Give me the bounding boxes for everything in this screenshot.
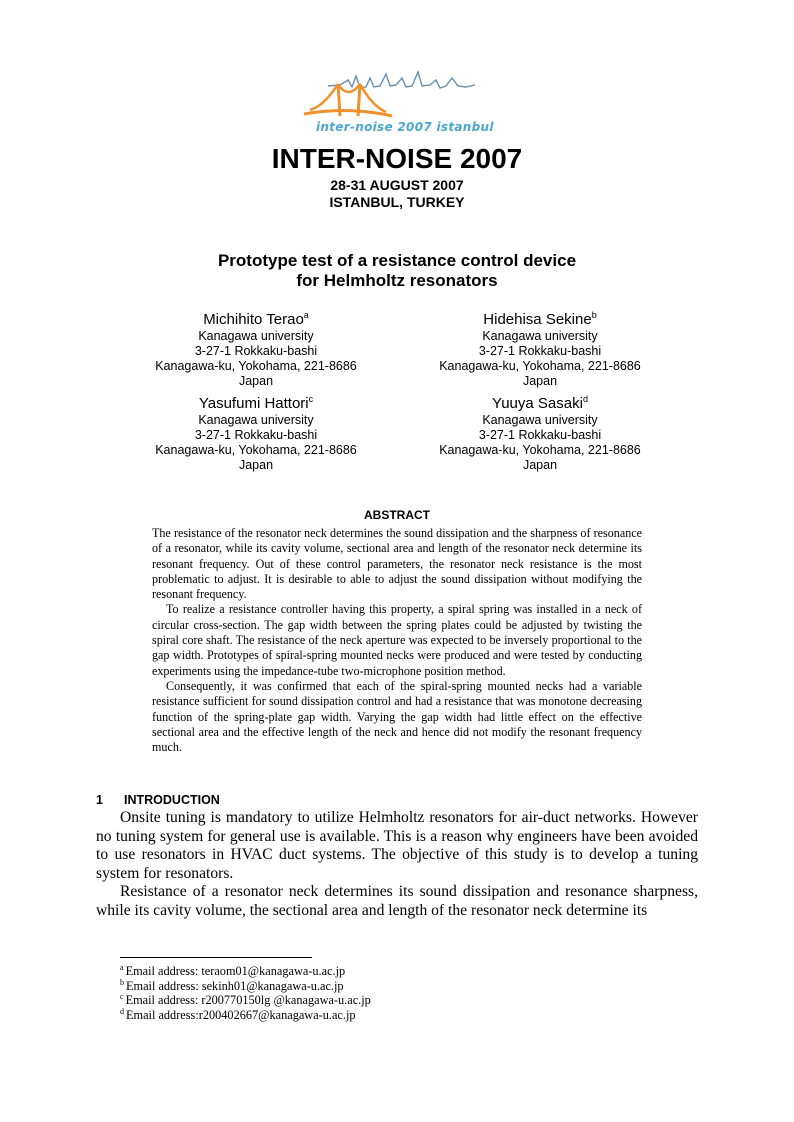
author-affiliation: Kanagawa university [482, 329, 598, 343]
author-block-1 [126, 310, 386, 389]
footnotes [120, 964, 620, 1022]
body-paragraph: Resistance of a resonator neck determines its sound dissipation and resonance sharpness, while its cavity volume, the sectional area and length of the resonator neck determine its [96, 883, 698, 919]
author-country: Japan [522, 458, 558, 472]
section-heading [96, 793, 220, 807]
author-name: Michihito Terao$^a$ [203, 310, 309, 328]
author-city: Kanagawa-ku, Yokohama, 221-8686 [155, 359, 357, 373]
body-paragraph: Onsite tuning is mandatory to utilize Helmholtz resonators for air-duct networks. However no tuning system for general use is available. This is a reason why engineers have been avoided to use resonators in HVAC duct systems. The objective of this study is to develop a tuning system for resonators. [96, 809, 698, 882]
footnote: $^d$ Email address:r200402667@kanagawa-u.ac.jp [120, 1006, 356, 1022]
conference-dates: 28-31 AUGUST 2007 [330, 177, 464, 193]
abstract-heading: ABSTRACT [364, 508, 430, 522]
abstract-paragraph: To realize a resistance controller having this property, a spiral spring was installed in a neck of circular cross-section. The gap width between the spring plates could be adjusted by twisting the spiral core shaft. The resistance of the neck aperture was expected to be inversely proportional to the gap width. Prototypes of spiral-spring mounted necks were produced and were tested by conducting experiments using the impedance-tube two-microphone position method. [152, 602, 642, 678]
footnote-mark: a [120, 962, 124, 972]
author-street: 3-27-1 Rokkaku-bashi [478, 344, 602, 358]
footnote: $^c$ Email address: r200770150lg @kanagawa-u.ac.jp [120, 992, 371, 1008]
conference-place: ISTANBUL, TURKEY [329, 194, 465, 210]
abstract-body [152, 526, 642, 755]
author-city: Kanagawa-ku, Yokohama, 221-8686 [155, 443, 357, 457]
conference-logo [300, 66, 494, 138]
author-street: 3-27-1 Rokkaku-bashi [478, 428, 602, 442]
logo-caption: inter-noise 2007 istanbul [316, 120, 494, 134]
author-name: Yasufumi Hattori$^c$ [198, 394, 314, 412]
abstract-paragraph: The resistance of the resonator neck determines the sound dissipation and the sharpness of resonance of a resonator, while its cavity volume, sectional area and length of the resonator neck determine its resonant frequency. Out of these control parameters, the resonator neck resistance is the most problematic to adjust. It is desirable to able to adjust the sound dissipation without modifying the resonant frequency. [152, 526, 642, 602]
author-block-4 [410, 394, 670, 473]
footnote-mark: c [120, 992, 124, 1002]
bridge-logo-icon [300, 66, 490, 126]
section-body [96, 809, 698, 921]
author-name: Yuuya Sasaki$^d$ [492, 394, 588, 412]
footnote: $^b$ Email address: sekinh01@kanagawa-u.ac.jp [120, 977, 344, 993]
author-footnote-mark: d [582, 394, 588, 404]
section-title: INTRODUCTION [124, 793, 220, 807]
paper-title-line-1: Prototype test of a resistance control device [217, 251, 577, 270]
author-footnote-mark: b [591, 310, 597, 320]
footnote-mark: b [120, 977, 124, 987]
footnote-divider [120, 957, 312, 958]
author-street: 3-27-1 Rokkaku-bashi [194, 344, 318, 358]
author-city: Kanagawa-ku, Yokohama, 221-8686 [439, 443, 641, 457]
author-country: Japan [238, 458, 274, 472]
paper-title-line-2: for Helmholtz resonators [296, 271, 498, 290]
author-block-2 [410, 310, 670, 389]
footnote: $^a$ Email address: teraom01@kanagawa-u.ac.jp [120, 962, 346, 978]
author-affiliation: Kanagawa university [198, 413, 314, 427]
paper-title [0, 251, 794, 291]
author-country: Japan [522, 374, 558, 388]
abstract-paragraph: Consequently, it was confirmed that each of the spiral-spring mounted necks had a variable resistance sufficient for sound dissipation control and had a resistance that was monotone decreasing function of the spring-plate gap width. Varying the gap width had little effect on the effective sectional area and the effective length of the neck and hence did not modify the resonant frequency much. [152, 678, 642, 755]
section-number: 1 [96, 793, 103, 807]
author-block-3 [126, 394, 386, 473]
author-affiliation: Kanagawa university [198, 329, 314, 343]
author-affiliation: Kanagawa university [482, 413, 598, 427]
author-country: Japan [238, 374, 274, 388]
author-footnote-mark: a [303, 310, 309, 320]
author-street: 3-27-1 Rokkaku-bashi [194, 428, 318, 442]
footnote-mark: d [120, 1006, 124, 1016]
conference-title: INTER-NOISE 2007 [271, 143, 523, 174]
author-name: Hidehisa Sekine$^b$ [483, 310, 597, 328]
author-footnote-mark: c [308, 394, 314, 404]
author-city: Kanagawa-ku, Yokohama, 221-8686 [439, 359, 641, 373]
